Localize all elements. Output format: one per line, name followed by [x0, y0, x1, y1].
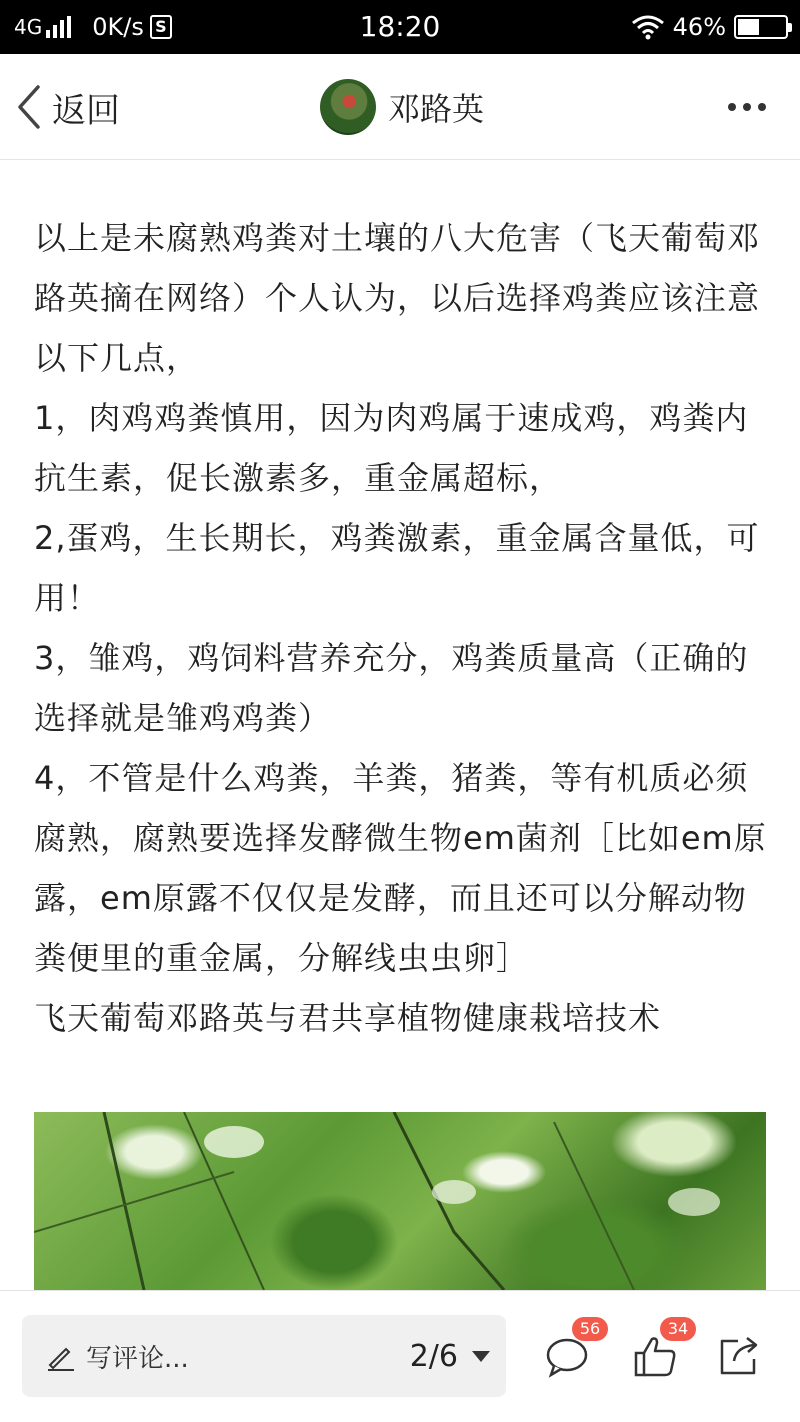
article-paragraph: 以上是未腐熟鸡粪对土壤的八大危害（飞天葡萄邓路英摘在网络）个人认为，以后选择鸡粪应该注意以下几点，	[34, 219, 761, 377]
article-paragraph: 飞天葡萄邓路英与君共享植物健康栽培技术	[34, 999, 662, 1037]
author-info[interactable]	[320, 78, 484, 136]
status-bar	[0, 0, 800, 54]
grape-vine-leaves-photo[interactable]	[34, 1112, 766, 1290]
like-button[interactable]	[632, 1319, 689, 1383]
more-dots-icon[interactable]	[728, 100, 766, 114]
article-paragraph: 3，雏鸡，鸡饲料营养充分，鸡粪质量高（正确的选择就是雏鸡鸡粪）	[34, 639, 749, 737]
article-paragraph: 2,蛋鸡，生长期长，鸡粪激素，重金属含量低，可用！	[34, 519, 760, 617]
battery-fill	[738, 19, 759, 35]
pencil-icon	[46, 1341, 76, 1371]
comment-count-badge: 56	[572, 1317, 608, 1341]
battery-percent: 46%	[672, 13, 726, 41]
article-paragraph: 1，肉鸡鸡粪慎用，因为肉鸡属于速成鸡，鸡粪内抗生素，促长激素多，重金属超标，	[34, 399, 749, 497]
nav-bar	[0, 54, 800, 160]
dot	[728, 103, 736, 111]
dot	[743, 103, 751, 111]
comment-input[interactable]	[22, 1315, 506, 1397]
battery-icon	[734, 15, 788, 39]
page-indicator[interactable]	[410, 1339, 490, 1374]
chevron-left-icon	[14, 84, 44, 130]
article-paragraph: 4，不管是什么鸡粪，羊粪，猪粪，等有机质必须腐熟，腐熟要选择发酵微生物em菌剂［比如em原露，em原露不仅仅是发酵，而且还可以分解动物粪便里的重金属，分解线虫虫卵］	[34, 759, 767, 977]
dot	[758, 103, 766, 111]
like-count-badge: 34	[660, 1317, 696, 1341]
wifi-icon	[631, 14, 665, 40]
network-type: 4G	[14, 15, 43, 39]
sim-s-icon: S	[150, 15, 172, 39]
back-button[interactable]	[14, 80, 120, 134]
network-speed: 0K/s	[92, 13, 144, 41]
photo-branches	[34, 1112, 766, 1290]
avatar[interactable]	[320, 79, 376, 135]
comment-button[interactable]	[544, 1319, 601, 1383]
author-name[interactable]: 邓路英	[388, 90, 485, 128]
share-button[interactable]	[716, 1333, 766, 1383]
comment-placeholder: 写评论...	[86, 1343, 189, 1374]
share-icon	[716, 1333, 762, 1379]
back-label: 返回	[52, 90, 120, 131]
article-body	[34, 208, 774, 1048]
page-indicator-label: 2/6	[409, 1339, 458, 1374]
status-right	[631, 10, 788, 44]
caret-down-icon	[472, 1351, 490, 1362]
bottom-bar	[0, 1290, 800, 1422]
clock: 18:20	[359, 10, 441, 43]
